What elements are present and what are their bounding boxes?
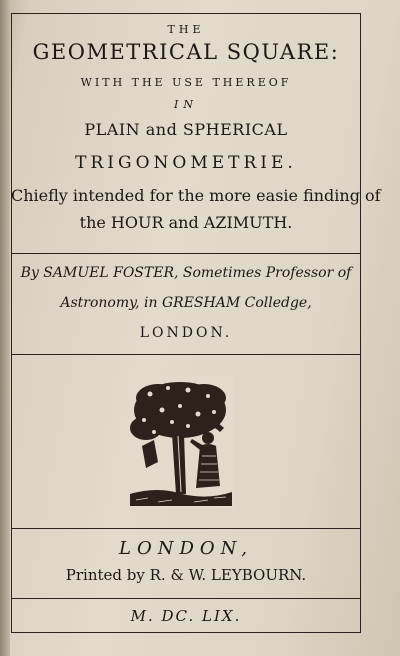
subtitle-hour-azimuth: the HOUR and AZIMUTH.	[79, 213, 293, 232]
divider-rule	[11, 528, 361, 529]
printer-line: Printed by R. & W. LEYBOURN.	[65, 566, 307, 584]
tree-and-figure-woodcut	[128, 376, 234, 508]
subtitle-in: IN	[174, 98, 198, 111]
divider-rule	[11, 598, 361, 599]
author-line-2: Astronomy, in GRESHAM Colledge,	[60, 295, 312, 311]
title-the: THE	[167, 23, 205, 36]
subtitle-plain-spherical: PLAIN and SPHERICAL	[84, 120, 288, 139]
author-line-1: By SAMUEL FOSTER, Sometimes Professor of	[20, 265, 352, 281]
subtitle-chiefly: Chiefly intended for the more easie finding of	[11, 186, 381, 205]
title-main: GEOMETRICAL SQUARE:	[32, 40, 340, 64]
imprint-city: LONDON,	[119, 538, 253, 559]
subtitle-with-use: WITH THE USE THEREOF	[80, 76, 292, 89]
divider-rule	[11, 354, 361, 355]
spine-shadow	[0, 0, 10, 656]
author-city: LONDON.	[139, 325, 233, 341]
subtitle-trigonometrie: TRIGONOMETRIE.	[75, 153, 297, 173]
divider-rule	[11, 253, 361, 254]
imprint-date: M. DC. LIX.	[130, 607, 242, 625]
